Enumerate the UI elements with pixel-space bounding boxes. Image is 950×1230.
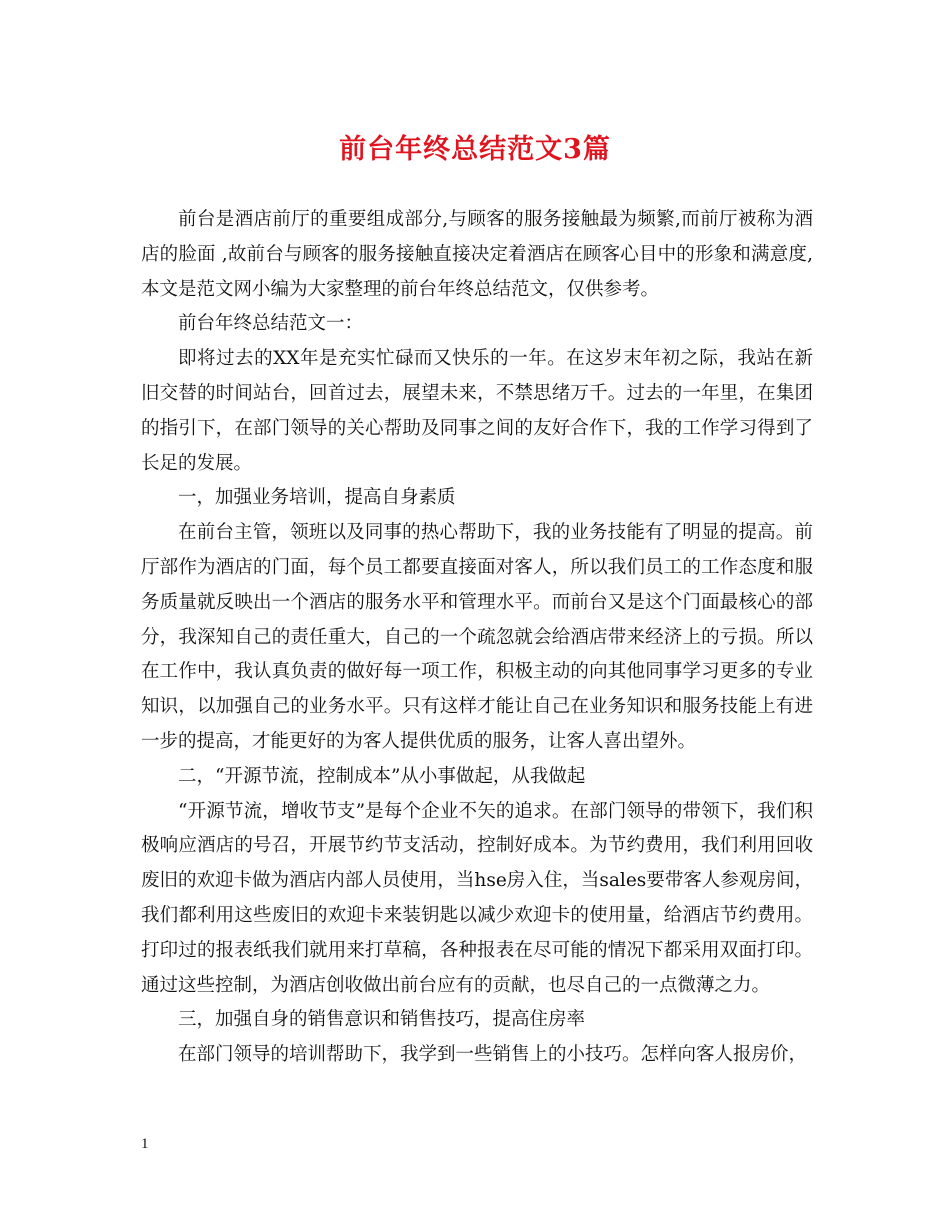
document-body [141,203,813,1073]
paragraph-cost-control: “开源节流，增收节支”是每个企业不矢的追求。在部门领导的带领下，我们积极响应酒店的号召，开展节约节支活动，控制好成本。为节约费用，我们利用回收废旧的欢迎卡做为酒店内部人员使用，当hse房入住，当sales要带客人参观房间，我们都利用这些废旧的欢迎卡来装钥匙以减少欢迎卡的使用量，给酒店节约费用。打印过的报表纸我们就用来打草稿，各种报表在尽可能的情况下都采用双面打印。通过这些控制，为酒店创收做出前台应有的贡献，也尽自己的一点微薄之力。 [141,800,813,996]
paragraph-heading-sample-one: 前台年终总结范文一： [178,313,364,335]
section-heading-sales: 三，加强自身的销售意识和销售技巧，提高住房率 [178,1009,586,1031]
page-number: 1 [141,1136,149,1152]
paragraph-year-review: 即将过去的XX年是充实忙碌而又快乐的一年。在这岁末年初之际，我站在新旧交替的时间站台，回首过去，展望未来，不禁思绪万千。过去的一年里，在集团的指引下，在部门领导的关心帮助及同事之间的友好合作下，我的工作学习得到了长足的发展。 [141,348,813,474]
paragraph-sales: 在部门领导的培训帮助下，我学到一些销售上的小技巧。怎样向客人报房价， [178,1044,808,1066]
paragraph-intro: 前台是酒店前厅的重要组成部分,与顾客的服务接触最为频繁,而前厅被称为酒店的脸面 ,故前台与顾客的服务接触直接决定着酒店在顾客心目中的形象和满意度,本文是范文网小编为大家整理的前台年终总结范文，仅供参考。 [141,209,813,300]
document-title: 前台年终总结范文3篇 [339,134,611,165]
section-heading-training: 一，加强业务培训，提高自身素质 [178,487,456,509]
paragraph-training: 在前台主管，领班以及同事的热心帮助下，我的业务技能有了明显的提高。前厅部作为酒店的门面，每个员工都要直接面对客人，所以我们员工的工作态度和服务质量就反映出一个酒店的服务水平和管理水平。而前台又是这个门面最核心的部分，我深知自己的责任重大，自己的一个疏忽就会给酒店带来经济上的亏损。所以在工作中，我认真负责的做好每一项工作，积极主动的向其他同事学习更多的专业知识，以加强自己的业务水平。只有这样才能让自己在业务知识和服务技能上有进一步的提高，才能更好的为客人提供优质的服务，让客人喜出望外。 [141,522,813,752]
section-heading-cost-control: 二，“开源节流，控制成本”从小事做起，从我做起 [178,765,586,787]
